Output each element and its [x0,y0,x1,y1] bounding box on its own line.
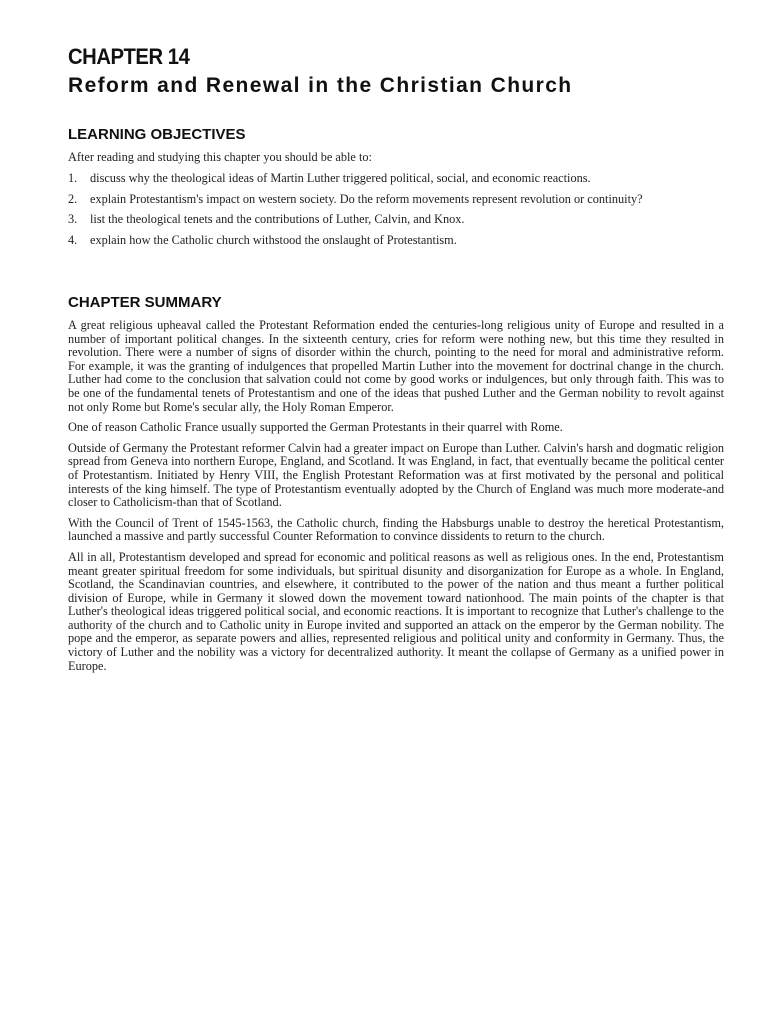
objective-number: 1. [68,171,78,185]
chapter-title: Reform and Renewal in the Christian Church [68,74,573,97]
objective-text: discuss why the theological ideas of Martin Luther triggered political, social, and economic reactions. [90,171,591,185]
learning-objectives-heading: LEARNING OBJECTIVES [68,126,246,143]
summary-paragraph: Outside of Germany the Protestant reformer Calvin had a greater impact on Europe than Luther. Calvin's harsh and dogmatic religion spread from Geneva into northern Europe, England, and Scotland. It was England, in fact, that eventually became the political center of Protestantism. Initiated by Henry VIII, the English Protestant Reformation was at first motivated by the personal and political interests of the king himself. The type of Protestantism eventually adopted by the Church of England was much more moderate-and closer to Catholicism-than that of Scotland. [68,440,724,510]
summary-paragraph: One of reason Catholic France usually supported the German Protestants in their quarrel with Rome. [68,420,563,435]
summary-paragraph: A great religious upheaval called the Protestant Reformation ended the centuries-long religious unity of Europe and resulted in a number of important political changes. In the sixteenth century, cries for reform were nothing new, but this time they resulted in revolution. There were a number of signs of disorder within the church, pointing to the need for moral and administrative reform. For example, it was the granting of indulgences that propelled Martin Luther into the movement for doctrinal change in the church. Luther had come to the conclusion that salvation could not come by good works or indulgences, but only through faith. This was to be one of the fundamental tenets of Protestantism and one of the ideas that pushed Luther and the German nobility to revolt against not only Rome but Rome's secular ally, the Holy Roman Emperor. [68,318,724,414]
objectives-list [68,172,724,254]
objective-text: list the theological tenets and the contributions of Luther, Calvin, and Knox. [90,212,465,227]
chapter-summary-heading: CHAPTER SUMMARY [68,294,222,311]
objective-number: 4. [68,232,78,247]
summary-paragraph: All in all, Protestantism developed and spread for economic and political reasons as well as religious ones. In the end, Protestantism meant greater spiritual freedom for some individuals, but spiritual disunity and disorganization for Europe as a whole. In England, Scotland, the Scandinavian countries, and elsewhere, it contributed to the power of the nation and thus meant a further political division of Europe, while in Germany it slowed down the movement toward nationhood. The main points of the chapter is that Luther's theological ideas triggered political social, and economic reactions. It is important to recognize that Luther's challenge to the authority of the church and to Catholic unity in Europe invited and supported an attack on the emperor by the German nobility. The pope and the emperor, as separate powers and allies, represented religious and political unity and conformity in Germany. Thus, the victory of Luther and the nobility was a victory for decentralized authority. It meant the collapse of Germany as a unified power in Europe. [68,549,724,673]
summary-paragraph: With the Council of Trent of 1545-1563, the Catholic church, finding the Habsburgs unable to destroy the heretical Protestantism, launched a massive and partly successful Counter Reformation to convince dissidents to return to the church. [68,515,724,544]
objective-item [68,234,724,248]
objective-number: 2. [68,191,78,206]
chapter-number: CHAPTER 14 [68,44,190,69]
objective-item [68,172,724,186]
objective-text: explain Protestantism's impact on western society. Do the reform movements represent revolution or continuity? [90,191,643,206]
objective-text: explain how the Catholic church withstood the onslaught of Protestantism. [90,232,457,247]
objective-number: 3. [68,212,78,227]
objective-item [68,213,724,227]
objectives-intro: After reading and studying this chapter you should be able to: [68,150,372,164]
chapter-summary [68,319,724,680]
objective-item [68,193,724,207]
